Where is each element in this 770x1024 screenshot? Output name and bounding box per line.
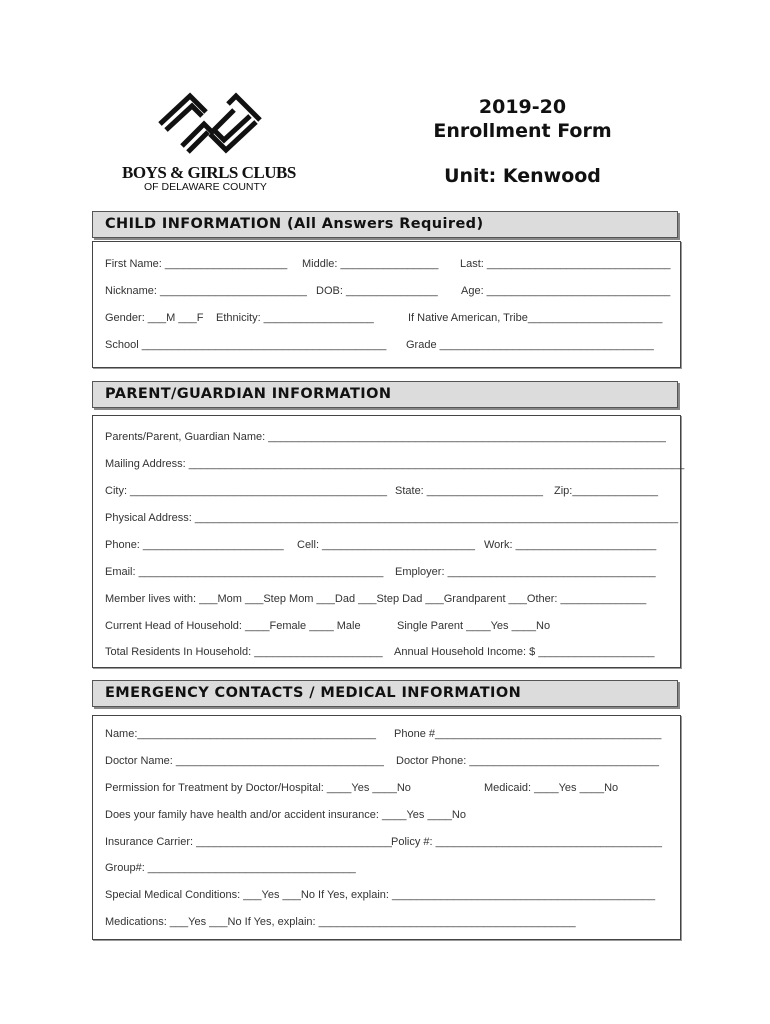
org-name: BOYS & GIRLS CLUBS (122, 163, 296, 182)
cell-field[interactable]: Cell: _________________________ (297, 539, 476, 551)
physical-address-field[interactable]: Physical Address: _______________________________________________________________________________ (105, 512, 679, 524)
total-residents-field[interactable]: Total Residents In Household: _____________________ (105, 646, 383, 658)
policy-number-field[interactable]: Policy #: _____________________________________ (391, 836, 662, 848)
ethnicity-field[interactable]: Ethnicity: __________________ (216, 312, 374, 324)
tribe-field[interactable]: If Native American, Tribe______________________ (408, 312, 663, 324)
last-name-field[interactable]: Last: ______________________________ (460, 258, 671, 270)
boys-girls-clubs-logo-icon (152, 92, 264, 158)
parent-info-heading: PARENT/GUARDIAN INFORMATION (105, 386, 392, 402)
emergency-info-box (92, 715, 681, 940)
treatment-permission-field[interactable]: Permission for Treatment by Doctor/Hospital: ____Yes ____No (105, 782, 411, 794)
insurance-question-field[interactable]: Does your family have health and/or accident insurance: ____Yes ____No (105, 809, 466, 821)
special-conditions-field[interactable]: Special Medical Conditions: ___Yes ___No If Yes, explain: ___________________________________________ (105, 889, 656, 901)
gender-field[interactable]: Gender: ___M ___F (105, 312, 204, 324)
guardian-name-field[interactable]: Parents/Parent, Guardian Name: _________________________________________________________________ (105, 431, 666, 443)
medicaid-field[interactable]: Medicaid: ____Yes ____No (484, 782, 619, 794)
household-income-field[interactable]: Annual Household Income: $ ___________________ (394, 646, 655, 658)
zip-field[interactable]: Zip:______________ (554, 485, 658, 497)
head-of-household-field[interactable]: Current Head of Household: ____Female ____ Male (105, 620, 361, 632)
age-field[interactable]: Age: ______________________________ (461, 285, 671, 297)
emergency-info-header (92, 680, 678, 707)
emergency-name-field[interactable]: Name:_______________________________________ (105, 728, 376, 740)
work-phone-field[interactable]: Work: _______________________ (484, 539, 657, 551)
insurance-carrier-field[interactable]: Insurance Carrier: ________________________________ (105, 836, 392, 848)
parent-info-header (92, 381, 678, 408)
group-number-field[interactable]: Group#: __________________________________ (105, 862, 356, 874)
grade-field[interactable]: Grade ___________________________________ (406, 339, 654, 351)
dob-field[interactable]: DOB: _______________ (316, 285, 438, 297)
email-field[interactable]: Email: ________________________________________ (105, 566, 384, 578)
first-name-field[interactable]: First Name: ____________________ (105, 258, 288, 270)
form-year: 2019-20 (478, 96, 567, 118)
emergency-phone-field[interactable]: Phone #_____________________________________ (394, 728, 662, 740)
school-field[interactable]: School ________________________________________ (105, 339, 387, 351)
child-info-heading: CHILD INFORMATION (All Answers Required) (105, 216, 484, 232)
state-field[interactable]: State: ___________________ (395, 485, 544, 497)
org-subtitle: OF DELAWARE COUNTY (144, 181, 267, 193)
member-lives-with-field[interactable]: Member lives with: ___Mom ___Step Mom ___Dad ___Step Dad ___Grandparent ___Other: ______________ (105, 593, 647, 605)
single-parent-field[interactable]: Single Parent ____Yes ____No (397, 620, 551, 632)
middle-name-field[interactable]: Middle: ________________ (302, 258, 439, 270)
child-info-header (92, 211, 678, 238)
phone-field[interactable]: Phone: _______________________ (105, 539, 284, 551)
unit-label: Unit: Kenwood (444, 165, 601, 187)
emergency-info-heading: EMERGENCY CONTACTS / MEDICAL INFORMATION (105, 685, 522, 701)
medications-field[interactable]: Medications: ___Yes ___No If Yes, explain: __________________________________________ (105, 916, 576, 928)
employer-field[interactable]: Employer: __________________________________ (395, 566, 656, 578)
doctor-name-field[interactable]: Doctor Name: __________________________________ (105, 755, 384, 767)
doctor-phone-field[interactable]: Doctor Phone: _______________________________ (396, 755, 660, 767)
city-field[interactable]: City: __________________________________________ (105, 485, 387, 497)
mailing-address-field[interactable]: Mailing Address: _________________________________________________________________________________ (105, 458, 685, 470)
nickname-field[interactable]: Nickname: ________________________ (105, 285, 307, 297)
form-title: Enrollment Form (433, 120, 612, 142)
